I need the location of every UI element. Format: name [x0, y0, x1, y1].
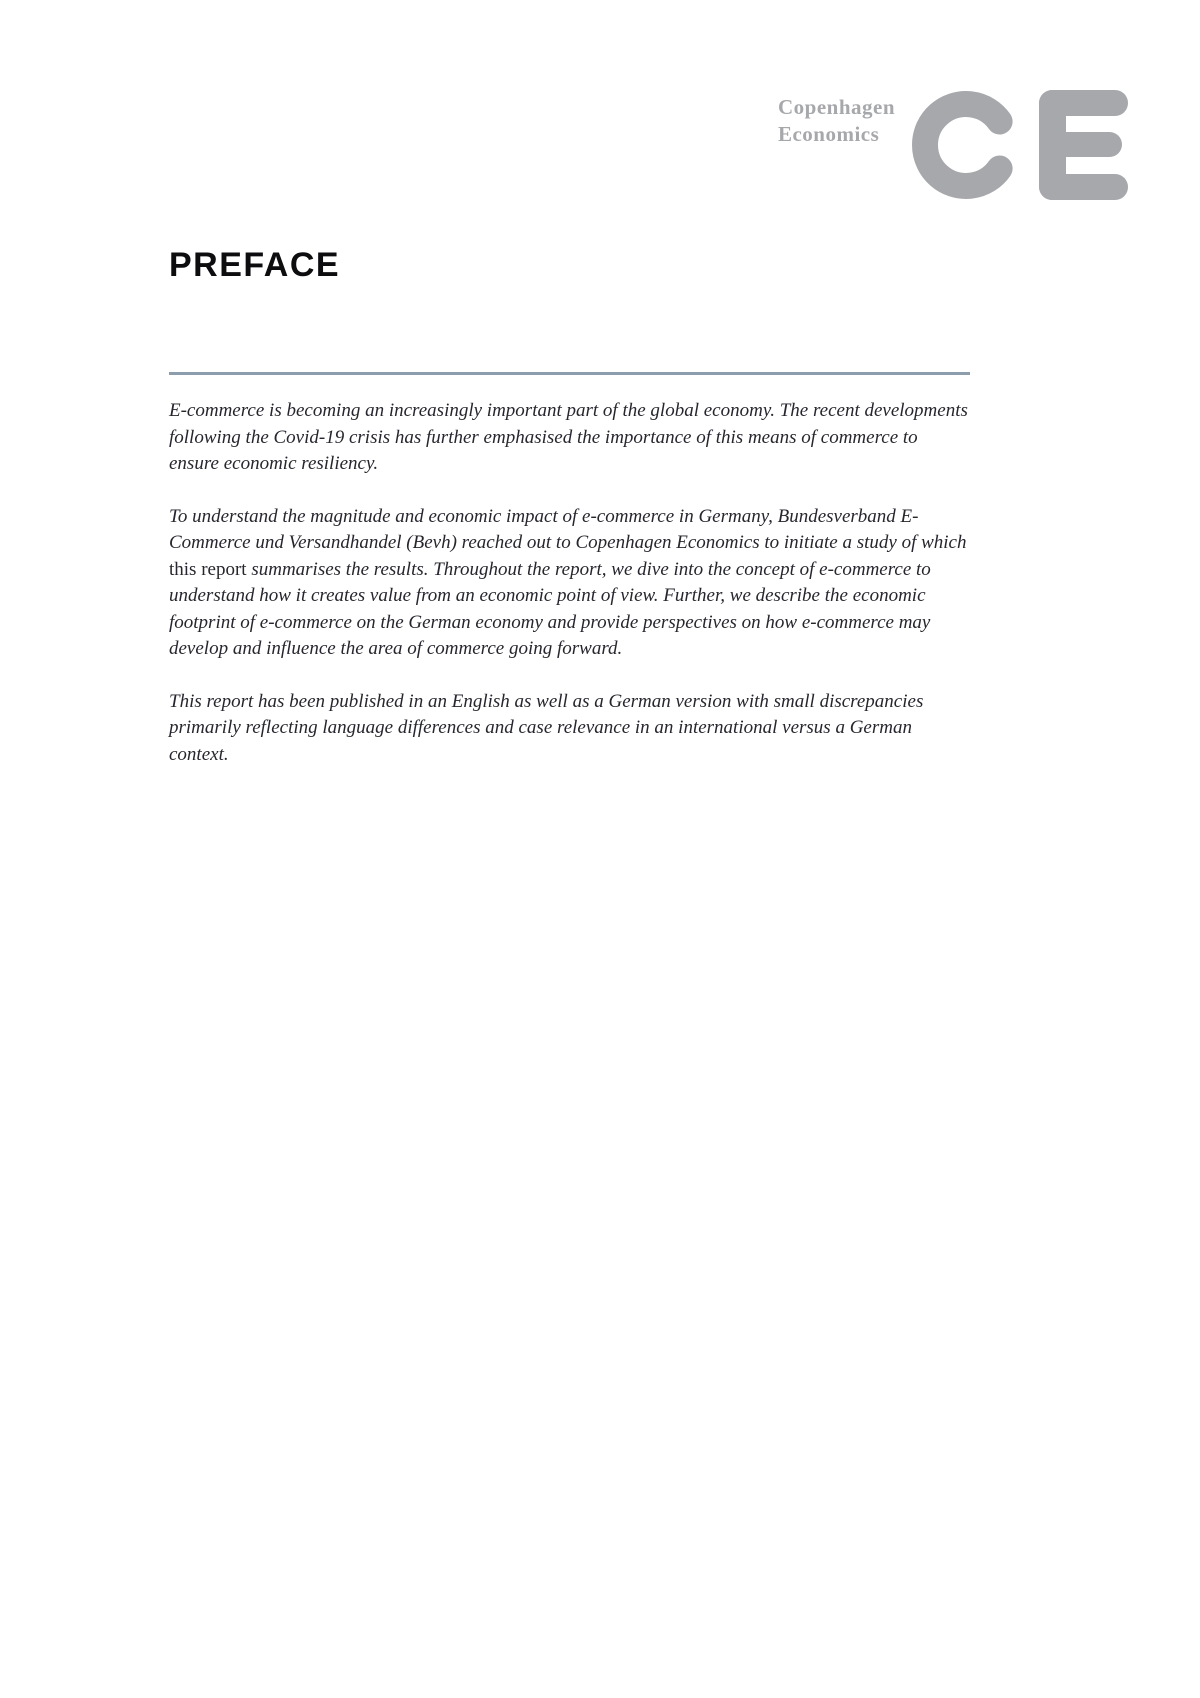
- page-title: PREFACE: [169, 246, 341, 284]
- paragraph-1: E-commerce is becoming an increasingly important part of the global economy. The recent developments following the Covid-19 crisis has further emphasised the importance of this means of commerce to ensure economic resiliency.: [169, 400, 968, 474]
- logo-wordmark-line1: Copenhagen: [777, 95, 895, 119]
- ce-letter-e-bottom: [1039, 174, 1128, 200]
- paragraph-2: [169, 504, 969, 663]
- company-logo: [778, 88, 1145, 202]
- ce-letter-c: [925, 104, 1000, 186]
- paragraph-2-upright-phrase: this report: [169, 558, 247, 580]
- preface-body: [169, 398, 969, 794]
- ce-monogram-icon: [907, 88, 1145, 202]
- section-divider: [169, 372, 970, 375]
- ce-letter-e-top: [1039, 90, 1128, 116]
- logo-wordmark: [778, 88, 895, 148]
- logo-wordmark-line2: Economics: [777, 122, 880, 146]
- paragraph-2-lead: To understand the magnitude and economic impact of e-commerce in Germany, Bundesverband E-Commerce und Versandhandel (Bevh) reached out to Copenhagen Economics to initiate a study of which: [169, 505, 967, 553]
- paragraph-2-tail: summarises the results. Throughout the report, we dive into the concept of e-commerce to understand how it creates value from an economic point of view. Further, we describe the economic footprint of e-commerce on the German economy and provide perspectives on how e-commerce may develop and influence the area of commerce going forward.: [169, 558, 931, 659]
- ce-letter-e-mid: [1039, 132, 1122, 157]
- paragraph-3: This report has been published in an English as well as a German version with small discrepancies primarily reflecting language differences and case relevance in an international versus a German context.: [169, 690, 924, 765]
